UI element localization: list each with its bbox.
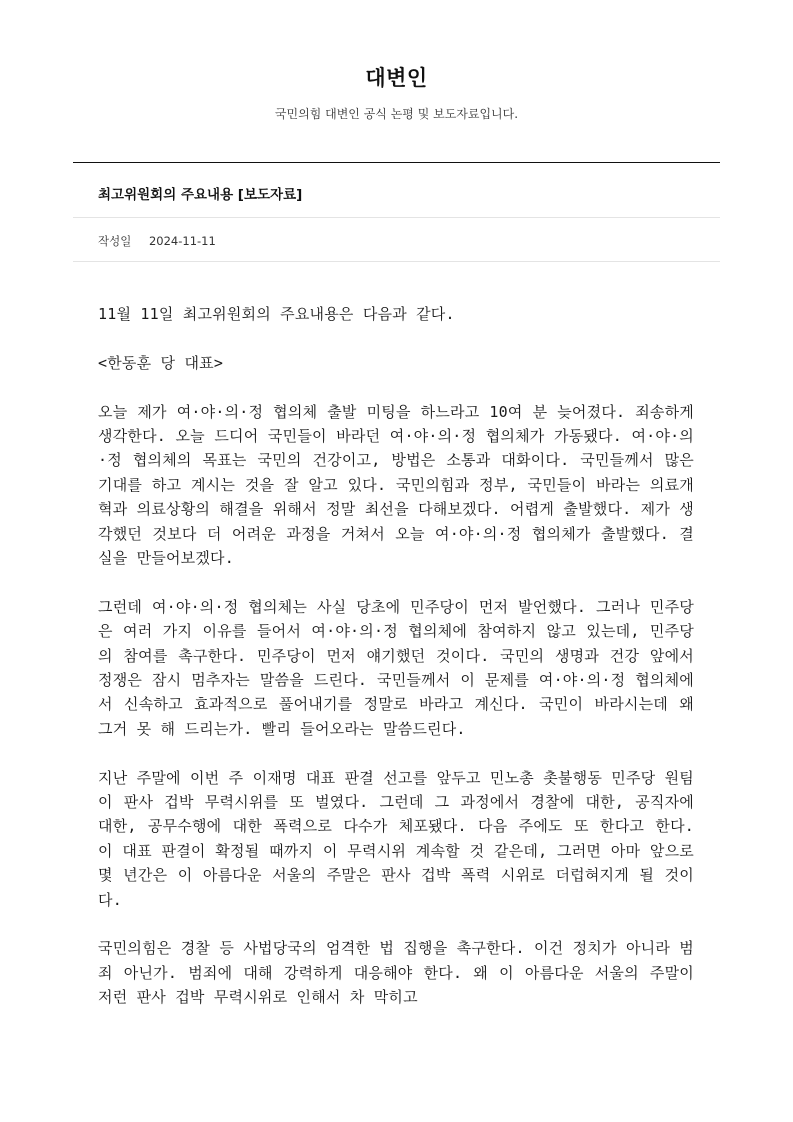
- meta-divider: [73, 261, 720, 262]
- date-label: 작성일: [98, 234, 132, 248]
- paragraph: 그런데 여·야·의·정 협의체는 사실 당초에 민주당이 먼저 발언했다. 그러나 민주당은 여러 가지 이유를 들어서 여·야·의·정 협의체에 참여하지 않고 있는데, 민주당의 참여를 촉구한다. 민주당이 먼저 얘기했던 것이다. 국민의 생명과 건강 앞에서 정쟁은 잠시 멈추자는 말씀을 드린다. 국민들께서 이 문제를 여·야·의·정 협의체에서 신속하고 효과적으로 풀어내기를 정말로 바라고 계신다. 국민이 바라시는데 왜 그거 못 해 드리는가. 빨리 들어오라는 말씀드린다.: [98, 597, 694, 738]
- post-body: [98, 302, 694, 1010]
- paragraph: 오늘 제가 여·야·의·정 협의체 출발 미팅을 하느라고 10여 분 늦어졌다. 죄송하게 생각한다. 오늘 드디어 국민들이 바라던 여·야·의·정 협의체가 가동됐다. 여·야·의·정 협의체의 목표는 국민의 건강이고, 방법은 소통과 대화이다. 국민들께서 많은 기대를 하고 계시는 것을 잘 알고 있다. 국민의힘과 정부, 국민들이 바라는 의료개혁과 의료상황의 해결을 위해서 정말 최선을 다해보겠다. 어렵게 출발했다. 제가 생각했던 것보다 더 어려운 과정을 거쳐서 오늘 여·야·의·정 협의체가 출발했다. 결실을 만들어보겠다.: [98, 402, 694, 568]
- post-meta: [98, 233, 216, 249]
- post-title: 최고위원회의 주요내용 [보도자료]: [98, 187, 303, 203]
- post-date: 2024-11-11: [148, 234, 216, 248]
- paragraph: 지난 주말에 이번 주 이재명 대표 판결 선고를 앞두고 민노총 촛불행동 민주당 원팀이 판사 겁박 무력시위를 또 벌였다. 그런데 그 과정에서 경찰에 대한, 공직자에 대한, 공무수행에 대한 폭력으로 다수가 체포됐다. 다음 주에도 또 한다고 한다. 이 대표 판결이 확정될 때까지 이 무력시위 계속할 것 같은데, 그러면 아마 앞으로 몇 년간은 이 아름다운 서울의 주말은 판사 겁박 폭력 시위로 더럽혀지게 될 것이다.: [98, 768, 694, 909]
- paragraph: 국민의힘은 경찰 등 사법당국의 엄격한 법 집행을 촉구한다. 이건 정치가 아니라 범죄 아닌가. 범죄에 대해 강력하게 대응해야 한다. 왜 이 아름다운 서울의 주말이 저런 판사 겁박 무력시위로 인해서 차 막히고: [98, 939, 694, 1007]
- title-divider: [73, 217, 720, 218]
- site-title[interactable]: 대변인: [365, 66, 428, 90]
- site-subtitle: 국민의힘 대변인 공식 논평 및 보도자료입니다.: [274, 107, 519, 121]
- paragraph-intro: 11월 11일 최고위원회의 주요내용은 다음과 같다.: [98, 305, 455, 323]
- header-divider: [73, 162, 720, 163]
- paragraph-speaker: <한동훈 당 대표>: [98, 353, 224, 372]
